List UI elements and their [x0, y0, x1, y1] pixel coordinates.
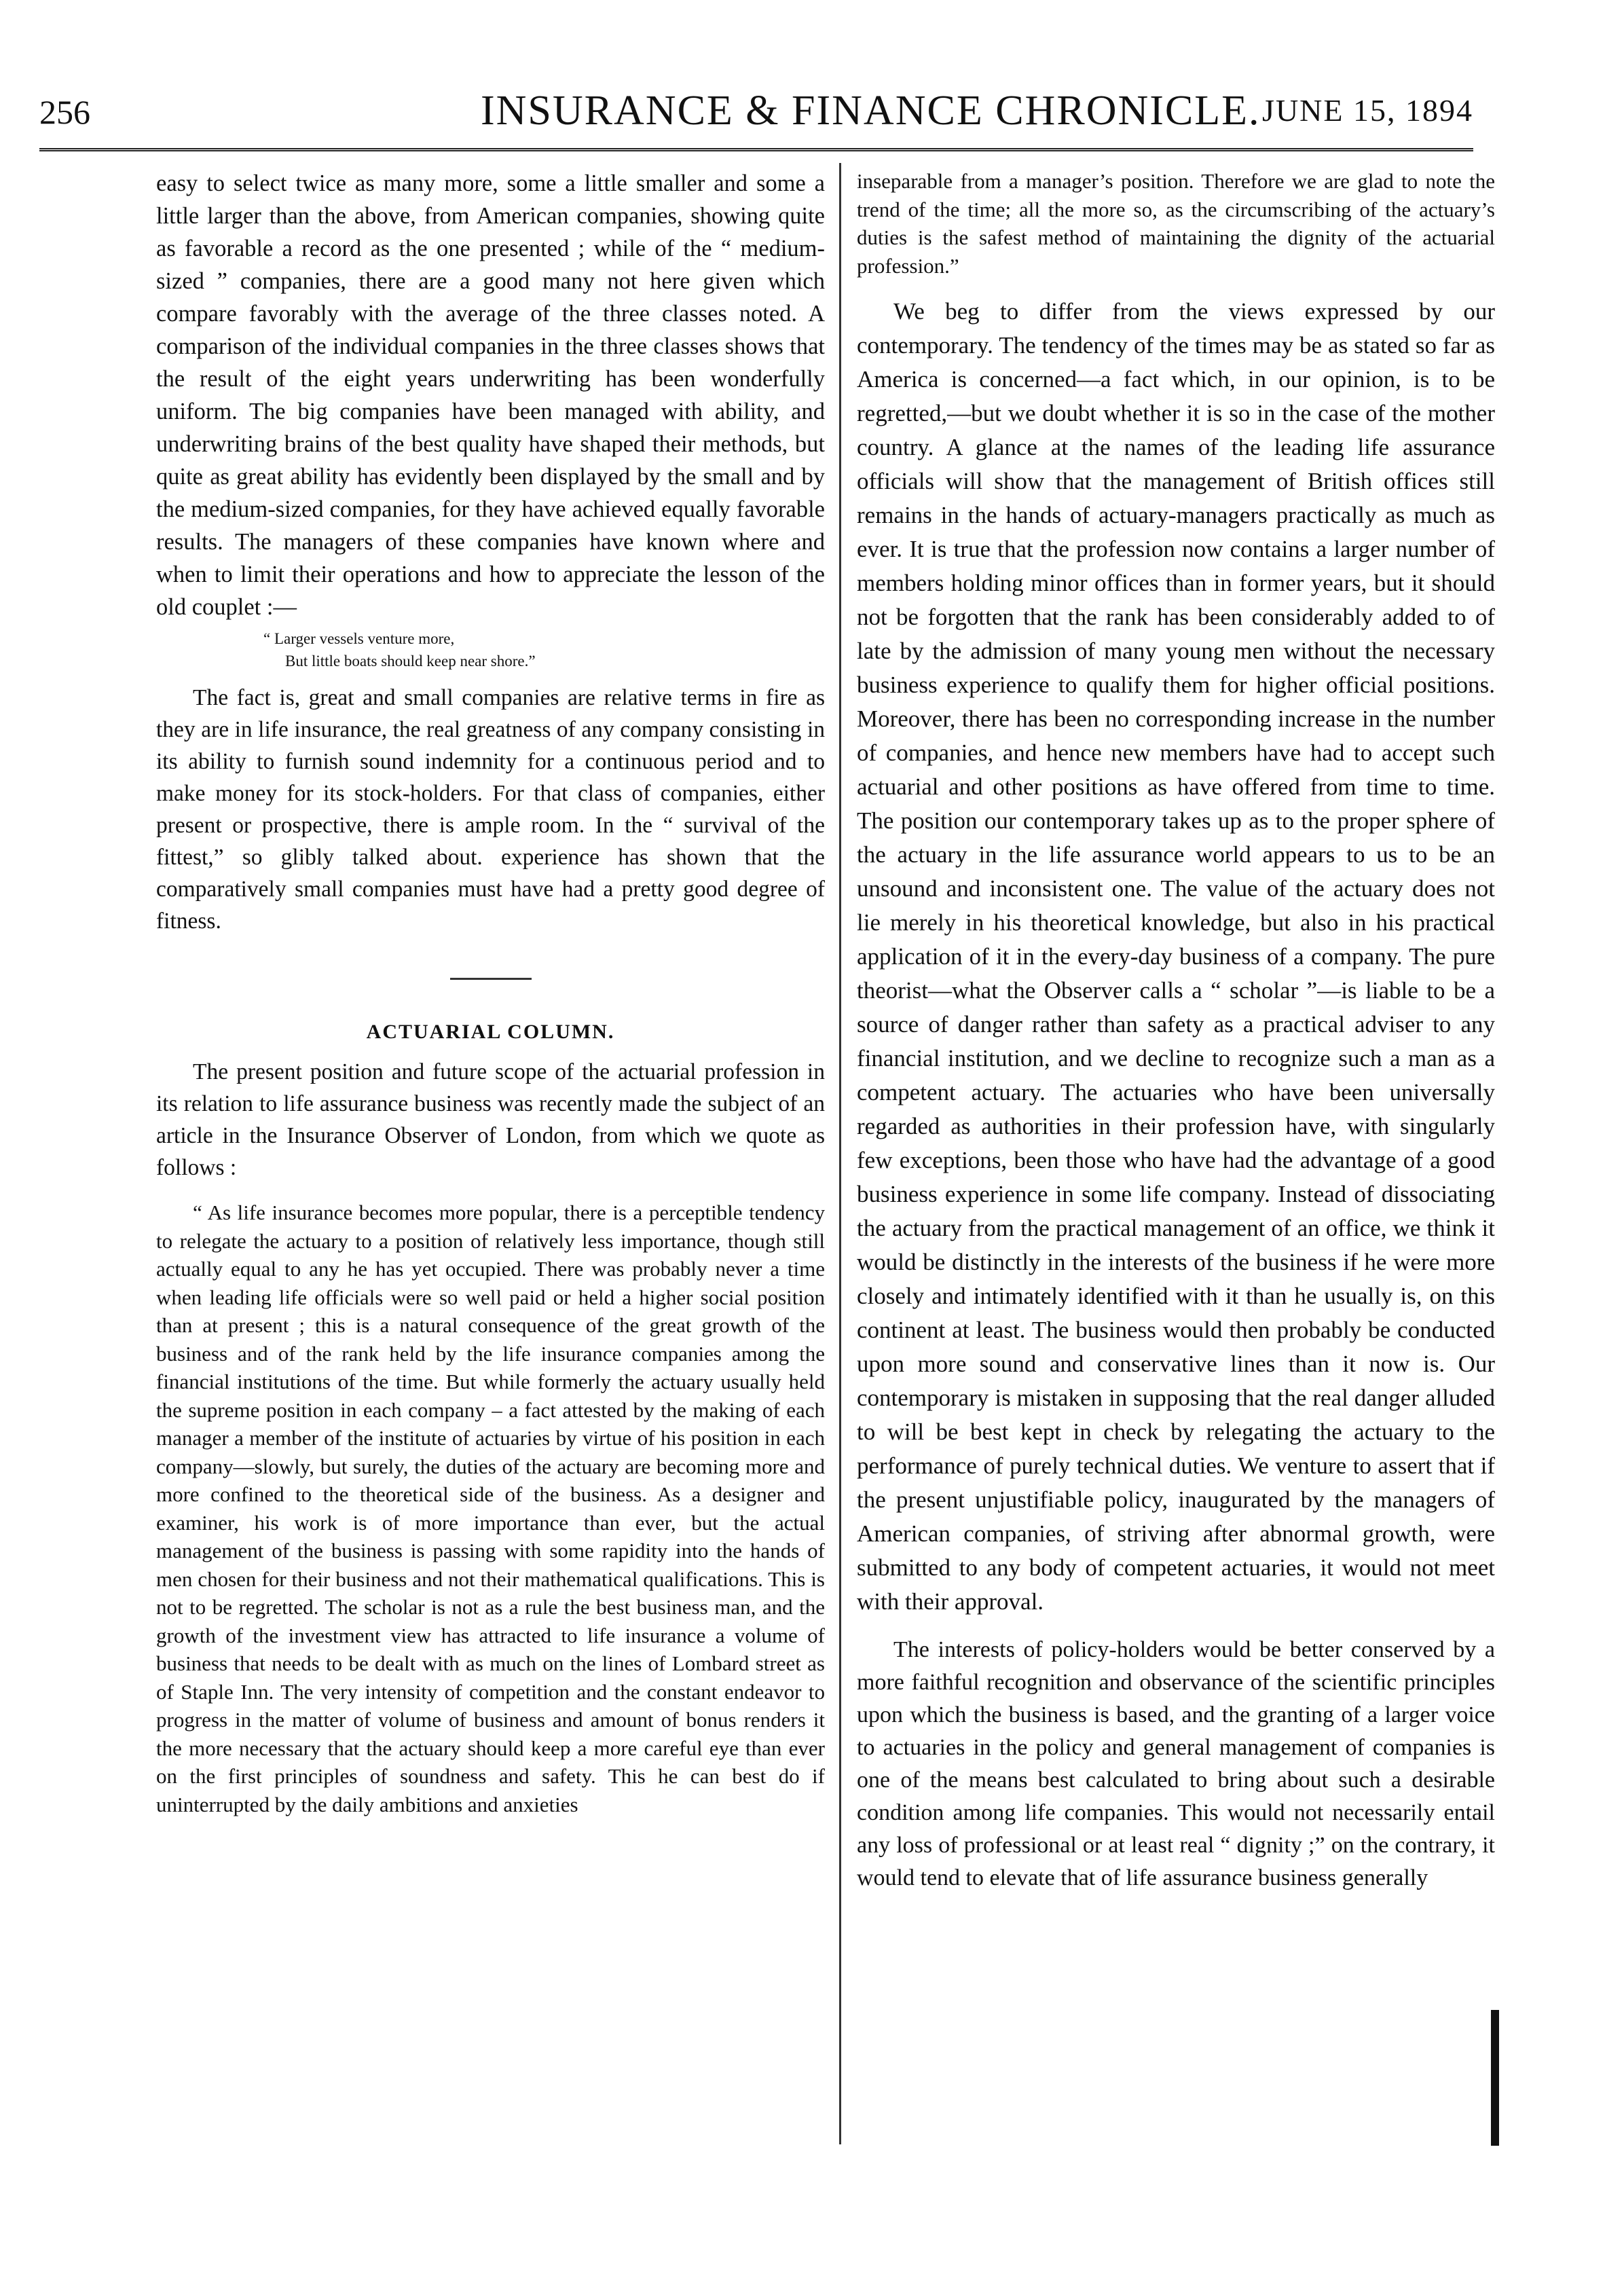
paragraph-continued: easy to select twice as many more, some a little smaller and some a little larger than the above, from American companies, showing quite as favorable a record as the one presented ; while of the “ medium-sized ” companies, there are a good many not here given which compare favorably with the average of the three classes noted. A comparison of the individual companies in the three classes shows that the result of the eight years underwriting has been wonderfully uniform. The big companies have been managed with ability, and underwriting brains of the best quality have shaped their methods, but quite as great ability has evidently been displayed by the small and by the medium-sized companies, for they have achieved equally favorable results. The managers of these companies have known where and when to limit their operations and how to appreciate the lesson of the old couplet :— [156, 170, 825, 620]
paragraph-differ: We beg to differ from the views expressed by our contemporary. The tendency of the times may be as stated so far as America is concerned—a fact which, in our opinion, is to be regretted,—but we doubt whether it is so in the case of the mother country. A glance at the names of the leading life assurance officials will show that the management of British offices still remains in the hands of actuary-managers practically as much as ever. It is true that the profession now contains a larger number of members holding minor offices than in former years, but it should not be forgotten that the rank has been considerably added to of late by the admission of many young men without the necessary business experience to qualify them for higher official positions. Moreover, there has been no corresponding increase in the number of companies, and hence new members have had to accept such actuarial and other positions as have offered from time to time. The position our contemporary takes up as to the proper sphere of the actuary in the life assurance world appears to us to be an unsound and inconsistent one. The value of the actuary does not lie merely in his theoretical knowledge, but also in his practical application of it in the every-day business of a company. The pure theorist—what the Observer calls a “ scholar ”—is liable to be a source of danger rather than safety as a practical adviser to any financial institution, and we decline to recognize such a man as a competent actuary. The actuaries who have been universally regarded as authorities in their profession have, with singularly few exceptions, been those who have had the advantage of a good business experience in some life company. Instead of dissociating the actuary from the practical management of an office, we think it would be distinctly in the interests of the business if he were more closely and intimately identified with it than he usually is, on this continent at least. The business would then probably be conducted upon more sound and conservative lines than it now is. Our contemporary is mistaken in supposing that the real danger alluded to will be best kept in check by relegating the actuary to the performance of purely technical duties. We venture to assert that if the present unjustifiable policy, inaugurated by the managers of American companies, of striving after abnormal growth, were submitted to any body of competent actuaries, it would not meet with their approval. [857, 298, 1495, 1615]
right-column [857, 167, 1495, 1894]
paragraph-fact: The fact is, great and small companies are relative terms in fire as they are in life insurance, the real greatness of any company consisting in its ability to furnish sound indemnity for a continuous period and to make money for its stock-holders. For that class of companies, either present or prospective, there is ample room. In the “ survival of the fittest,” so glibly talked about. experience has shown that the comparatively small companies must have had a pretty good degree of fitness. [156, 685, 825, 934]
quote-continued: inseparable from a manager’s position. Therefore we are glad to note the trend of the time; all the more so, as the circumscribing of the actuary’s duties is the safest method of maintaining the dignity of the actuarial profession.” [857, 169, 1495, 278]
issue-date: JUNE 15, 1894 [1262, 93, 1473, 128]
left-column [156, 167, 825, 1818]
couplet-line: But little boats should keep near shore.” [285, 653, 536, 670]
couplet [156, 627, 825, 672]
page-number: 256 [39, 93, 90, 131]
paragraph-present: The present position and future scope of the actuarial profession in its relation to life assurance business was recently made the subject of an article in the Insurance Observer of London, from which we quote as follows : [156, 1059, 825, 1180]
page-header [39, 87, 1473, 141]
masthead-title: INSURANCE & FINANCE CHRONICLE. [481, 88, 1261, 134]
header-rule [39, 148, 1473, 151]
section-heading: ACTUARIAL COLUMN. [366, 1021, 615, 1043]
margin-mark [1491, 2010, 1499, 2146]
column-divider [839, 163, 841, 2144]
paragraph-interests: The interests of policy-holders would be better conserved by a more faithful recognition and observance of the scientific principles upon which the business is based, and the granting of a larger voice to actuaries in the policy and general management of companies is one of the means best calculated to bring about such a desirable condition among life companies. This would not necessarily entail any loss of professional or at least real “ dignity ;” on the contrary, it would tend to elevate that of life assurance business generally [857, 1637, 1495, 1890]
couplet-line: “ Larger vessels venture more, [263, 630, 455, 647]
block-quote: “ As life insurance becomes more popular, there is a perceptible tendency to relegate the actuary to a position of relatively less importance, though still actually equal to any he has yet occupied. There was probably never a time when leading life officials were so well paid or held a higher social position than at present ; this is a natural consequence of the great growth of the business and of the rank held by the life insurance companies among the financial institutions of the time. But while formerly the actuary usually held the supreme position in each company – a fact attested by the making of each manager a member of the institute of actuaries by virtue of his position in each company—slowly, but surely, the duties of the actuary are becoming more and more confined to the theoretical side of the business. As a designer and examiner, his work is of more importance than ever, but the actual management of the business is passing with some rapidity into the hands of men chosen for their business and not their mathematical qualifications. This is not to be regretted. The scholar is not as a rule the best business man, and the growth of the investment view has attracted to life insurance a volume of business that needs to be dealt with as much on the lines of Lombard street as of Staple Inn. The very intensity of competition and the constant endeavor to progress in the matter of volume of business and amount of bonus renders it the more necessary that the actuary should keep a more careful eye than ever on the first principles of soundness and safety. This he can best do if uninterrupted by the daily ambitions and anxieties [156, 1201, 825, 1816]
section-divider [450, 978, 532, 980]
